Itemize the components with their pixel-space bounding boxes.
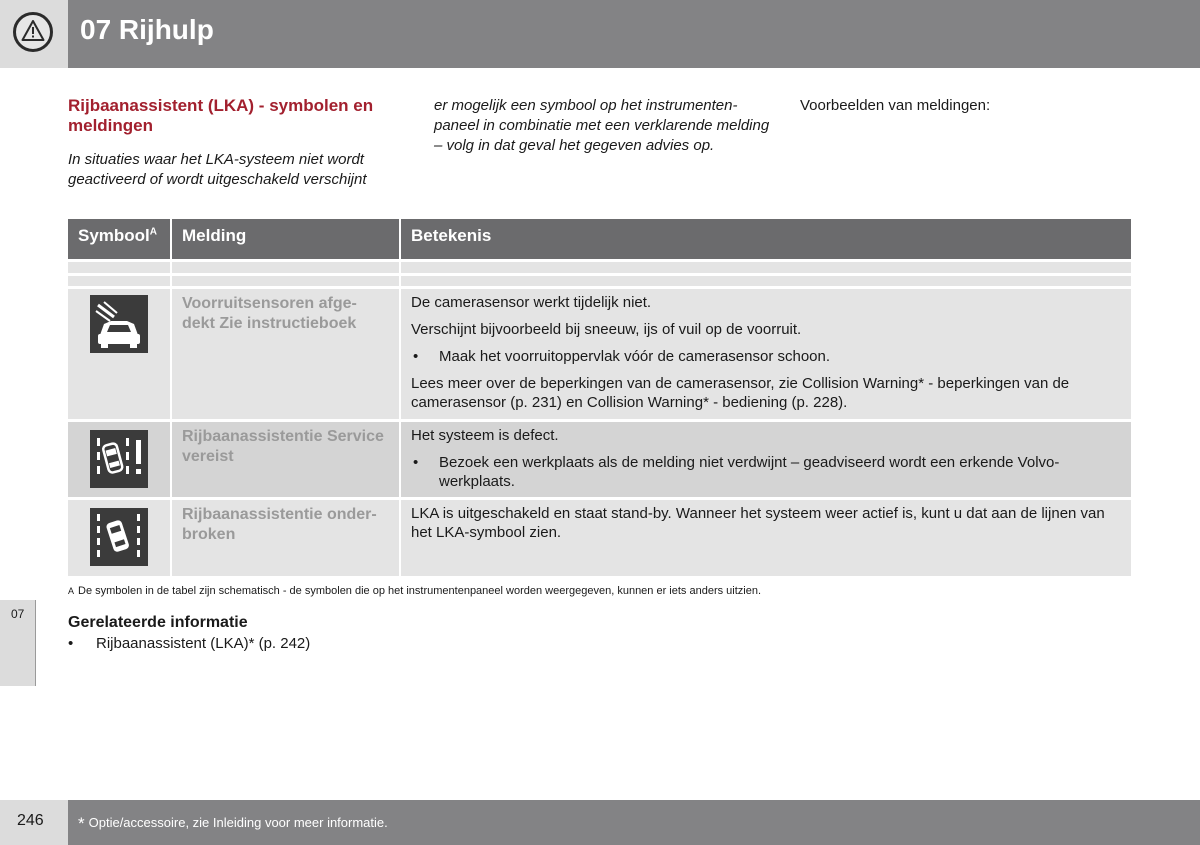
empty-row-cell bbox=[401, 276, 1131, 286]
related-info-title: Gerelateerde informatie bbox=[68, 614, 248, 631]
footnote-text: De symbolen in de tabel zijn schematisch - de symbolen die op het instrumentenpaneel worden weergegeven, kunnen er iets anders uitzien. bbox=[78, 585, 762, 597]
header-icon-area bbox=[0, 0, 68, 68]
footnote-ref: A bbox=[149, 226, 158, 238]
lka-off-icon bbox=[90, 508, 148, 566]
table-row-3-symbol bbox=[68, 500, 170, 576]
page-number: 246 bbox=[17, 812, 44, 829]
intro-paragraph-3: Voorbeelden van meldingen: bbox=[800, 97, 991, 114]
table-row-1-message: Voorruitsensoren afge-dekt Zie instructieboek bbox=[172, 289, 399, 419]
table-row-2-symbol bbox=[68, 422, 170, 497]
meaning-text: Lees meer over de beperkingen van de camerasensor, zie Collision Warning* - beperkingen van de camerasensor (p. 231) en Collision Warning* - bediening (p. 228). bbox=[411, 375, 1070, 411]
column-header-message: Melding bbox=[172, 219, 399, 259]
intro-paragraph-1: In situaties waar het LKA-systeem niet wordt geactiveerd of wordt uitgeschakeld verschijnt bbox=[68, 151, 367, 188]
lka-service-icon bbox=[90, 430, 148, 488]
warning-triangle-icon bbox=[13, 12, 53, 52]
section-title: Rijbaanassistent (LKA) - symbolen en meldingen bbox=[68, 96, 374, 135]
table-row-1-meaning bbox=[401, 289, 1131, 419]
footnote-label: A bbox=[68, 586, 75, 596]
chapter-side-tab bbox=[0, 600, 36, 686]
bullet-icon: • bbox=[68, 635, 74, 652]
empty-row-cell bbox=[401, 262, 1131, 273]
empty-row-cell bbox=[172, 276, 399, 286]
meaning-text: Het systeem is defect. bbox=[411, 427, 559, 444]
table-row-1-symbol bbox=[68, 289, 170, 419]
empty-row-cell bbox=[68, 276, 170, 286]
footer-star: * bbox=[78, 814, 85, 833]
chapter-side-tab-label: 07 bbox=[11, 607, 25, 621]
footer-note-text: Optie/accessoire, zie Inleiding voor meer informatie. bbox=[88, 815, 388, 830]
meaning-bullet: • Bezoek een werkplaats als de melding niet verdwijnt – geadviseerd wordt een erkende Volvo-werkplaats. bbox=[411, 453, 1121, 491]
intro-paragraph-2: er mogelijk een symbool op het instrumenten-paneel in combinatie met een verklarende melding – volg in dat geval het gegeven advies op. bbox=[434, 97, 770, 154]
column-header-meaning: Betekenis bbox=[401, 219, 1131, 259]
table-row-3-message: Rijbaanassistentie onder-broken bbox=[172, 500, 399, 576]
table-footnote bbox=[68, 585, 761, 597]
column-header-symbol-label: Symbool bbox=[78, 226, 150, 245]
table-row-2-meaning bbox=[401, 422, 1131, 497]
header-bar bbox=[68, 0, 1200, 68]
meaning-bullet: • Maak het voorruitoppervlak vóór de camerasensor schoon. bbox=[411, 347, 1121, 366]
footer-bar bbox=[68, 800, 1200, 845]
related-info-link[interactable]: Rijbaanassistent (LKA)* (p. 242) bbox=[96, 635, 311, 652]
table-row-2-message: Rijbaanassistentie Service vereist bbox=[172, 422, 399, 497]
meaning-text: De camerasensor werkt tijdelijk niet. bbox=[411, 294, 652, 311]
camera-sensor-car-icon bbox=[90, 295, 148, 353]
table-row-3-meaning bbox=[401, 500, 1131, 576]
footer-note bbox=[78, 814, 388, 834]
page-number-area bbox=[0, 800, 68, 845]
related-info-item[interactable] bbox=[68, 635, 310, 652]
meaning-text: Verschijnt bijvoorbeeld bij sneeuw, ijs of vuil op de voorruit. bbox=[411, 321, 802, 338]
chapter-title: 07 Rijhulp bbox=[80, 14, 214, 45]
meaning-text: LKA is uitgeschakeld en staat stand-by. Wanneer het systeem weer actief is, kunt u dat aan de lijnen van het LKA-symbool zien. bbox=[411, 505, 1105, 541]
empty-row-cell bbox=[172, 262, 399, 273]
empty-row-cell bbox=[68, 262, 170, 273]
column-header-symbol bbox=[68, 219, 170, 259]
